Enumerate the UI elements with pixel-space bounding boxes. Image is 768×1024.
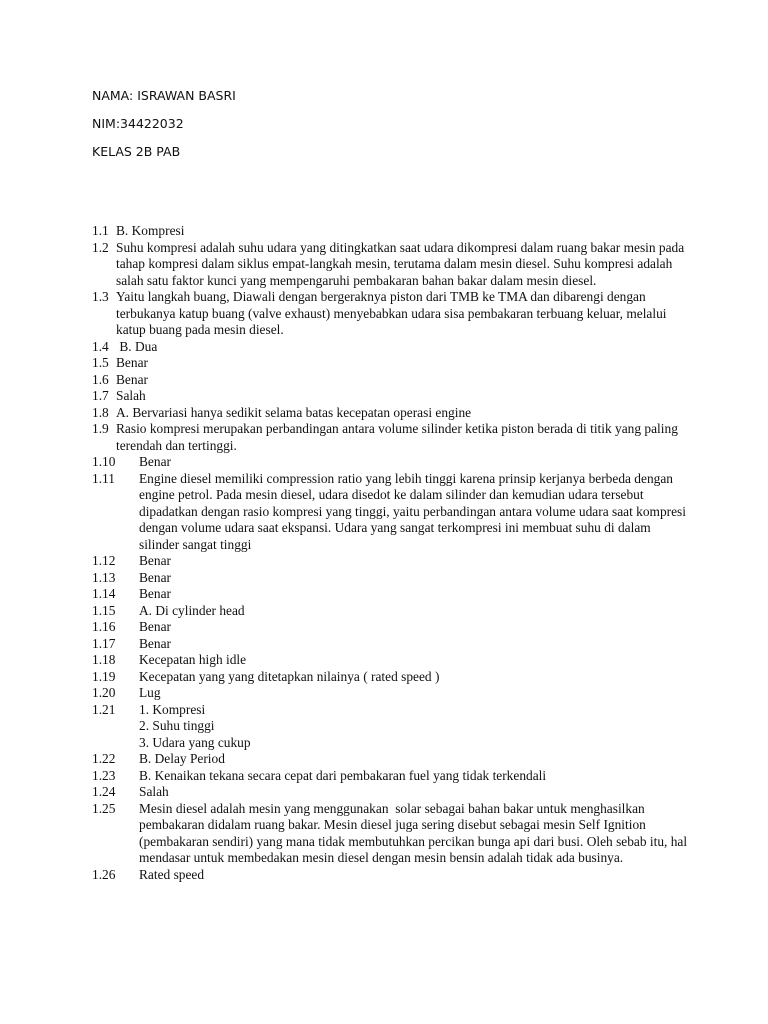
student-nim: NIM:34422032: [92, 116, 184, 131]
answer-number: 1.3: [92, 289, 109, 304]
answer-item: [92, 801, 692, 867]
answer-text: Benar: [139, 553, 171, 568]
answer-text: Suhu kompresi adalah suhu udara yang ditingkatkan saat udara dikompresi dalam ruang bakar mesin pada tahap kompresi dalam siklus empat-langkah mesin, terutama dalam mesin diesel. Suhu kompresi adalah salah satu faktor kunci yang mempengaruhi pembakaran bahan bakar dalam mesin diesel.: [116, 239, 688, 288]
answer-number: 1.21: [92, 701, 116, 717]
answer-text: Benar: [116, 355, 148, 370]
answer-number: 1.14: [92, 586, 116, 601]
answer-text: A. Bervariasi hanya sedikit selama batas kecepatan operasi engine: [116, 404, 472, 420]
answer-text: Engine diesel memiliki compression ratio yang lebih tinggi karena prinsip kerjanya berbeda dengan engine petrol. Pada mesin diesel, udara disedot ke dalam silinder dan kemudian udara tersebut dipadatkan dengan rasio kompresi yang tinggi, yaitu perbandingan antara volume udara saat kompresi dengan volume udara saat ekspansi. Udara yang sangat terkompresi ini membuat suhu di dalam silinder sangat tinggi: [139, 470, 690, 552]
answer-number: 1.11: [92, 470, 115, 486]
answer-item: [92, 471, 692, 554]
answer-number: 1.20: [92, 685, 116, 700]
answer-number: 1.13: [92, 569, 116, 585]
answer-number: 1.2: [92, 239, 109, 255]
answer-item: [92, 339, 692, 356]
student-class: KELAS 2B PAB: [92, 144, 181, 159]
answer-text: Rated speed: [139, 866, 205, 882]
answer-text: B. Delay Period: [139, 751, 225, 766]
answer-text: B. Kenaikan tekana secara cepat dari pembakaran fuel yang tidak terkendali: [139, 767, 547, 783]
answer-item: [92, 867, 692, 884]
answer-text: Kecepatan yang yang ditetapkan nilainya ( rated speed ): [139, 668, 440, 684]
student-header: [92, 88, 236, 172]
answer-text: B. Dua: [116, 338, 158, 354]
answer-item: [92, 454, 692, 471]
answer-number: 1.22: [92, 751, 116, 766]
answer-text: Benar: [139, 635, 171, 651]
answer-text: 1. Kompresi: [139, 701, 206, 717]
answer-number: 1.9: [92, 421, 109, 436]
answer-item: [92, 570, 692, 587]
answer-number: 1.17: [92, 635, 116, 651]
answer-item: [92, 669, 692, 686]
answer-text: Mesin diesel adalah mesin yang menggunakan solar sebagai bahan bakar untuk menghasilkan pembakaran didalam ruang bakar. Mesin diesel juga sering disebut sebagai mesin Self Ignition (pembakaran sendiri) yang mana tidak membutuhkan percikan bunga api dari busi. Oleh sebab itu, hal mendasar untuk membedakan mesin diesel dengan mesin bensin adalah tidak ada businya.: [139, 800, 691, 865]
answer-text: Lug: [139, 685, 161, 700]
answer-text: Salah: [139, 784, 169, 799]
answer-subitem: 3. Udara yang cukup: [139, 734, 251, 750]
answer-number: 1.24: [92, 784, 116, 799]
answer-text: B. Kompresi: [116, 223, 185, 238]
answer-text: Rasio kompresi merupakan perbandingan antara volume silinder ketika piston berada di titik yang paling terendah dan tertinggi.: [116, 421, 682, 453]
answer-list: [92, 223, 692, 883]
answer-text: Benar: [139, 619, 171, 634]
answer-number: 1.10: [92, 454, 116, 469]
answer-item: [92, 652, 692, 669]
answer-item: [92, 372, 692, 389]
answer-number: 1.23: [92, 767, 116, 783]
answer-text: A. Di cylinder head: [139, 602, 245, 618]
answer-item: [92, 619, 692, 636]
answer-number: 1.26: [92, 866, 116, 882]
answer-number: 1.4: [92, 338, 109, 354]
student-name: NAMA: ISRAWAN BASRI: [92, 88, 236, 103]
answer-item: [92, 405, 692, 422]
answer-text: Benar: [116, 371, 148, 387]
answer-number: 1.12: [92, 553, 116, 568]
answer-number: 1.6: [92, 371, 109, 387]
answer-item: [92, 586, 692, 603]
answer-item: [92, 751, 692, 768]
answer-text: Benar: [139, 454, 171, 469]
answer-item: [92, 784, 692, 801]
answer-item: [92, 223, 692, 240]
answer-number: 1.19: [92, 668, 116, 684]
answer-number: 1.16: [92, 619, 116, 634]
answer-item: [92, 685, 692, 702]
answer-item: [92, 240, 692, 290]
answer-item: [92, 289, 692, 339]
answer-item: [92, 553, 692, 570]
answer-item: [92, 421, 692, 454]
answer-item: [92, 388, 692, 405]
answer-number: 1.18: [92, 652, 116, 667]
answer-item: [92, 702, 692, 719]
answer-number: 1.25: [92, 800, 116, 816]
answer-number: 1.8: [92, 404, 109, 420]
answer-item: [92, 355, 692, 372]
answer-text: Salah: [116, 388, 146, 403]
answer-number: 1.1: [92, 223, 109, 238]
answer-number: 1.7: [92, 388, 109, 403]
answer-text: Benar: [139, 569, 171, 585]
answer-item: [92, 603, 692, 620]
answer-item: [92, 636, 692, 653]
answer-number: 1.15: [92, 602, 116, 618]
answer-text: Benar: [139, 586, 171, 601]
answer-text: Yaitu langkah buang, Diawali dengan bergeraknya piston dari TMB ke TMA dan dibarengi dengan terbukanya katup buang (valve exhaust) menyebabkan udara sisa pembakaran terbuang keluar, melalui katup buang pada mesin diesel.: [116, 289, 670, 337]
answer-text: Kecepatan high idle: [139, 652, 247, 667]
answer-subitem: 2. Suhu tinggi: [139, 718, 215, 733]
answer-number: 1.5: [92, 355, 109, 370]
answer-item: [92, 768, 692, 785]
